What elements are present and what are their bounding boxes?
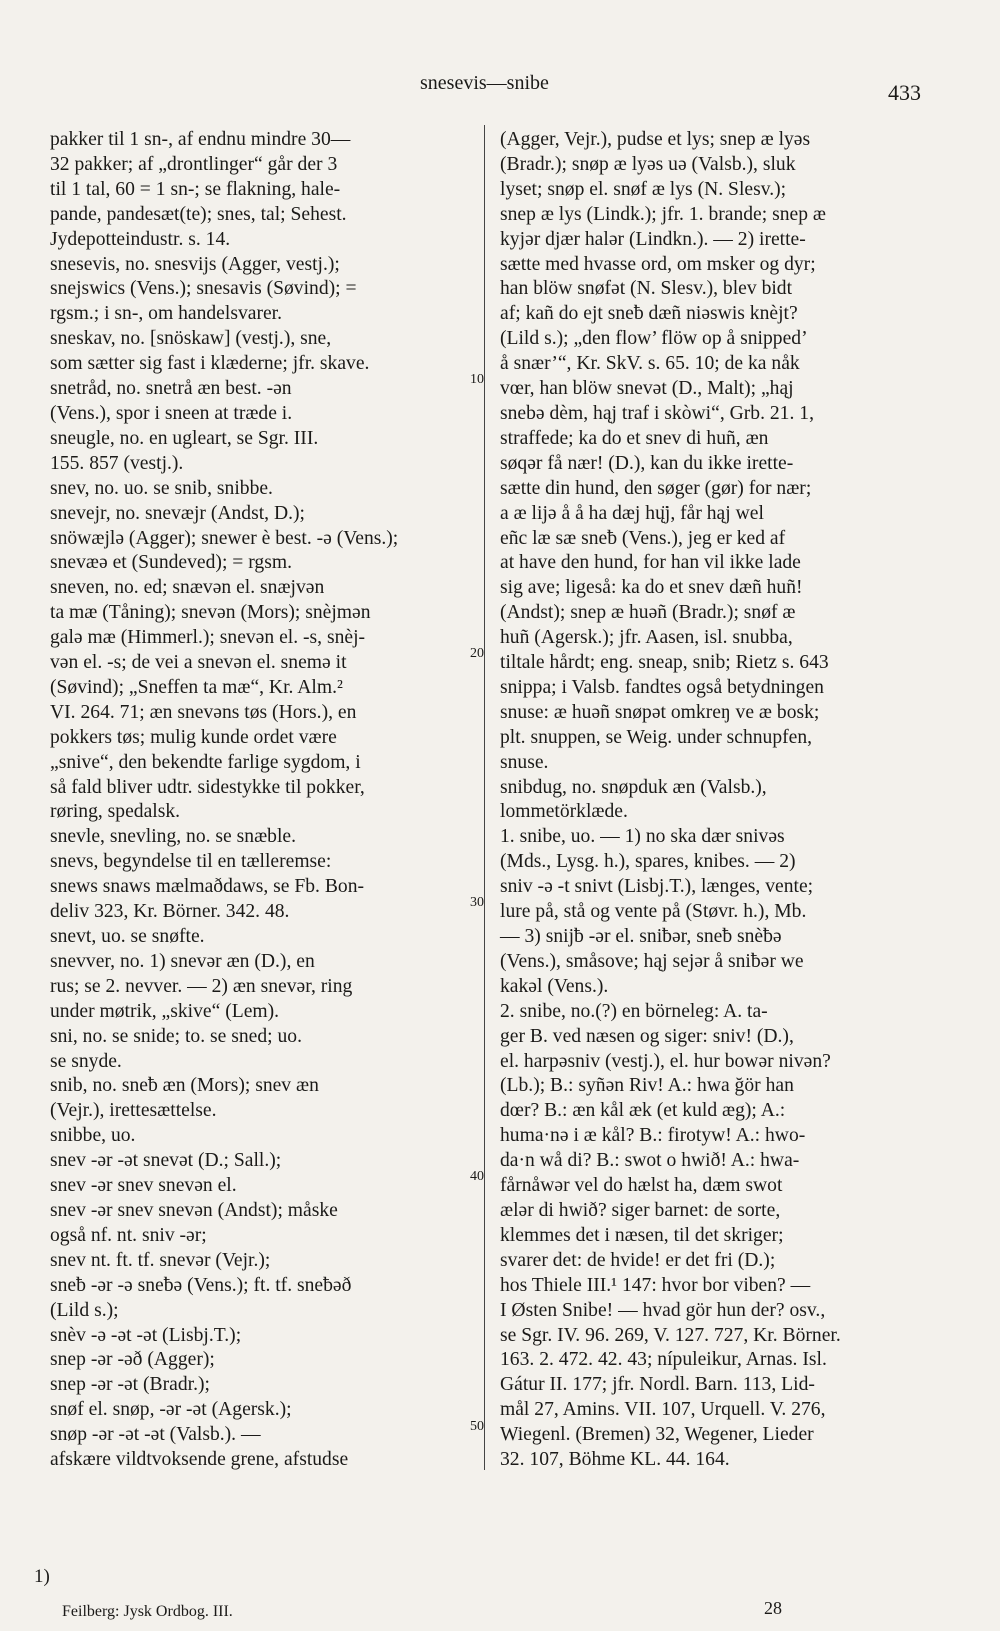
text-line: ta mæ (Tåning); snevən (Mors); snèjmən (50, 602, 371, 624)
line-number-20: 20 (470, 646, 484, 661)
text-line: snep æ lys (Lindk.); jfr. 1. brande; snep æ (500, 203, 826, 225)
text-line: afskære vildtvoksende grene, afstudse (50, 1449, 349, 1471)
text-line: (Andst); snep æ huəñ (Bradr.); snøf æ (500, 602, 796, 624)
text-line: snib, no. sneƀ æn (Mors); snev æn (50, 1075, 319, 1097)
text-line: deliv 323, Kr. Börner. 342. 48. (50, 901, 290, 923)
text-line: sætte med hvasse ord, om msker og dyr; (500, 253, 816, 275)
text-line: sneven, no. ed; snævən el. snæjvən (50, 577, 325, 599)
text-line: snippa; i Valsb. fandtes også betydningen (500, 676, 824, 698)
text-line: ger B. ved næsen og siger: sniv! (D.), (500, 1025, 794, 1047)
text-line: (Mds., Lysg. h.), spares, knibes. — 2) (500, 851, 796, 873)
text-line: ælər di hwið? siger barnet: de sorte, (500, 1199, 781, 1221)
text-line: galə mæ (Himmerl.); snevən el. -s, snèj- (50, 627, 366, 649)
text-line: (Søvind); „Sneffen ta mæ“, Kr. Alm.² (50, 676, 343, 698)
text-line: røring, spedalsk. (50, 801, 181, 823)
text-line: (Bradr.); snøp æ lyəs uə (Valsb.), sluk (500, 153, 796, 175)
text-line: „snive“, den bekendte farlige sygdom, i (50, 751, 361, 773)
text-line: snöwæjlə (Agger); snewer è best. -ə (Vens.); (50, 527, 399, 549)
text-line: han blöw snøfət (N. Slesv.), blev bidt (500, 278, 793, 300)
text-line: pakker til 1 sn-, af endnu mindre 30— (50, 129, 351, 150)
page-header (0, 72, 1000, 105)
text-line: plt. snuppen, se Weig. under schnupfen, (500, 726, 813, 748)
text-line: af; kañ do ejt sneƀ dæñ niəswis knèjt? (500, 303, 798, 325)
text-line: mål 27, Amins. VII. 107, Urquell. V. 276, (500, 1399, 826, 1421)
text-line: sniv -ə -t snivt (Lisbj.T.), længes, vente; (500, 876, 814, 898)
text-line: 2. snibe, no.(?) en börneleg: A. ta- (500, 1000, 768, 1022)
text-line: tiltale hårdt; eng. sneap, snib; Rietz s. 643 (500, 652, 829, 674)
line-number-30: 30 (470, 895, 484, 910)
right-column (500, 128, 932, 1473)
text-line: a æ lijə å å ha dæj hų̈j, får hąj wel (500, 502, 764, 524)
text-line: snøp -ər -ət -ət (Valsb.). — (50, 1424, 261, 1446)
text-line: (Lild s.); (50, 1299, 119, 1321)
text-line: snibdug, no. snøpduk æn (Valsb.), (500, 776, 767, 798)
text-line: snev, no. uo. se snib, snibbe. (50, 477, 273, 499)
running-head: snesevis—snibe (420, 72, 549, 94)
text-line: lyset; snøp el. snøf æ lys (N. Slesv.); (500, 178, 787, 200)
text-line: under møtrik, „skive“ (Lem). (50, 1000, 280, 1022)
text-line: at have den hund, for han vil ikke lade (500, 552, 801, 574)
text-line: 155. 857 (vestj.). (50, 452, 184, 474)
text-line: snevt, uo. se snøfte. (50, 926, 205, 947)
text-line: snibbe, uo. (50, 1125, 136, 1147)
text-line: Jydepotteindustr. s. 14. (50, 228, 231, 250)
text-line: sni, no. se snide; to. se sned; uo. (50, 1025, 302, 1047)
text-line: snøf el. snøp, -ər -ət (Agersk.); (50, 1399, 292, 1421)
text-line: snev nt. ft. tf. snevər (Vejr.); (50, 1249, 271, 1271)
text-line: som sætter sig fast i klæderne; jfr. skave. (50, 353, 370, 375)
left-column (50, 128, 470, 1473)
text-line: (Vens.), småsove; hąj sejər å sniƀər we (500, 950, 804, 972)
text-line: vən el. -s; de vei a snevən el. snemə it (50, 652, 347, 674)
text-line: kyjər djær halər (Lindkn.). — 2) irette- (500, 228, 806, 250)
text-line: snejswics (Vens.); snesavis (Søvind); = (50, 278, 357, 300)
text-line: huñ (Agersk.); jfr. Aasen, isl. snubba, (500, 627, 793, 649)
text-line: (Agger, Vejr.), pudse et lys; snep æ lyəs (500, 129, 811, 150)
sheet-signature: Feilberg: Jysk Ordbog. III. (62, 1603, 233, 1620)
text-line: 163. 2. 472. 42. 43; nípuleikur, Arnas. Isl. (500, 1349, 827, 1371)
text-line: klemmes det i næsen, til det skriger; (500, 1224, 784, 1246)
text-line: snuse: æ huəñ snøpət omkreŋ ve æ bosk; (500, 701, 820, 723)
text-line: pokkers tøs; mulig kunde ordet være (50, 726, 337, 748)
text-line: snev -ər snev snevən (Andst); måske (50, 1199, 338, 1221)
text-line: (Vejr.), irettesættelse. (50, 1100, 217, 1122)
text-line: el. harpəsniv (vestj.), el. hur bowər nivən? (500, 1050, 831, 1072)
column-divider (484, 125, 485, 1470)
text-line: hos Thiele III.¹ 147: hvor bor viben? — (500, 1274, 811, 1296)
text-line: (Vens.), spor i sneen at træde i. (50, 402, 293, 424)
text-line: vœr, han blöw snevət (D., Malt); „hąj (500, 378, 794, 400)
text-line: snevejr, no. snevæjr (Andst, D.); (50, 502, 305, 524)
line-number-10: 10 (470, 372, 484, 387)
text-line: fårnåwər vel do hælst ha, dæm swot (500, 1175, 783, 1197)
text-line: snesevis, no. snesvijs (Agger, vestj.); (50, 253, 340, 275)
text-line: snevs, begyndelse til en tælleremse: (50, 851, 332, 873)
text-line: så fald bliver udtr. sidestykke til pokker, (50, 776, 365, 798)
text-line: (Lb.); B.: syñən Riv! A.: hwa ğör han (500, 1075, 794, 1097)
text-line: snev -ər snev snevən el. (50, 1175, 237, 1197)
text-line: lommetörklæde. (500, 801, 628, 823)
text-line: da·n wå di? B.: swot o hwið! A.: hwa- (500, 1150, 800, 1172)
text-line: eñc læ sæ sneƀ (Vens.), jeg er ked af (500, 527, 786, 549)
text-line: dœr? B.: æn kål æk (et kuld æg); A.: (500, 1100, 786, 1122)
text-line: pande, pandesæt(te); snes, tal; Sehest. (50, 203, 347, 225)
footnote-marker: 1) (34, 1566, 50, 1587)
text-line: se Sgr. IV. 96. 269, V. 127. 727, Kr. Börner. (500, 1324, 841, 1346)
text-line: 1. snibe, uo. — 1) no ska dær snivəs (500, 826, 785, 848)
line-number-50: 50 (470, 1419, 484, 1434)
sheet-number: 28 (764, 1598, 782, 1618)
text-line: sig ave; ligeså: ka do et snev dæñ huñ! (500, 577, 803, 599)
text-line: 32 pakker; af „drontlinger“ går der 3 (50, 153, 338, 175)
text-line: sneskav, no. [snöskaw] (vestj.), sne, (50, 328, 332, 350)
text-line: kakəl (Vens.). (500, 975, 609, 997)
text-line: snews snaws mælmaðdaws, se Fb. Bon- (50, 876, 365, 898)
text-line: til 1 tal, 60 = 1 sn-; se flakning, hale- (50, 178, 341, 200)
text-line: Gátur II. 177; jfr. Nordl. Barn. 113, Lid- (500, 1374, 815, 1396)
text-line: (Lild s.); „den flow’ flöw op å snipped’ (500, 328, 808, 350)
line-number-40: 40 (470, 1169, 484, 1184)
text-line: snev -ər -ət snevət (D.; Sall.); (50, 1150, 282, 1172)
page-number: 433 (888, 80, 921, 105)
text-line: VI. 264. 71; æn snevəns tøs (Hors.), en (50, 701, 357, 723)
text-line: straffede; ka do et snev di huñ, æn (500, 427, 769, 449)
text-line: snevle, snevling, no. se snæble. (50, 826, 296, 848)
text-line: huma·nə i æ kål? B.: firotyw! A.: hwo- (500, 1125, 806, 1147)
text-line: snep -ər -ət (Bradr.); (50, 1374, 210, 1396)
text-line: snevæə et (Sundeved); = rgsm. (50, 552, 292, 574)
text-line: — 3) snijƀ -ər el. sniƀər, sneƀ snèƀə (500, 926, 782, 947)
text-line: 32. 107, Böhme KL. 44. 164. (500, 1449, 730, 1471)
text-line: snep -ər -əð (Agger); (50, 1349, 215, 1371)
text-line: se snyde. (50, 1050, 122, 1072)
text-line: å snær’“, Kr. SkV. s. 65. 10; de ka nåk (500, 353, 800, 375)
text-line: snevver, no. 1) snevər æn (D.), en (50, 950, 315, 972)
text-line: sneƀ -ər -ə sneƀə (Vens.); ft. tf. sneƀəð (50, 1274, 352, 1296)
text-line: rus; se 2. nevver. — 2) æn snevər, ring (50, 975, 353, 997)
text-line: lure på, stå og vente på (Støvr. h.), Mb. (500, 901, 807, 923)
text-line: snèv -ə -ət -ət (Lisbj.T.); (50, 1324, 242, 1346)
text-line: Wiegenl. (Bremen) 32, Wegener, Lieder (500, 1424, 814, 1446)
text-line: snebə dèm, hąj traf i skòwi“, Grb. 21. 1, (500, 402, 814, 424)
text-line: søqər få nær! (D.), kan du ikke irette- (500, 452, 794, 474)
text-line: snetråd, no. snetrå æn best. -ən (50, 378, 292, 400)
text-line: rgsm.; i sn-, om handelsvarer. (50, 303, 283, 325)
text-line: svarer det: de hvide! er det fri (D.); (500, 1249, 776, 1271)
text-line: også nf. nt. sniv -ər; (50, 1224, 207, 1246)
text-line: sætte din hund, den søger (gør) for nær; (500, 477, 812, 499)
text-line: I Østen Snibe! — hvad gör hun der? osv., (500, 1299, 826, 1321)
text-line: sneugle, no. en ugleart, se Sgr. III. (50, 427, 319, 449)
text-line: snuse. (500, 751, 549, 773)
